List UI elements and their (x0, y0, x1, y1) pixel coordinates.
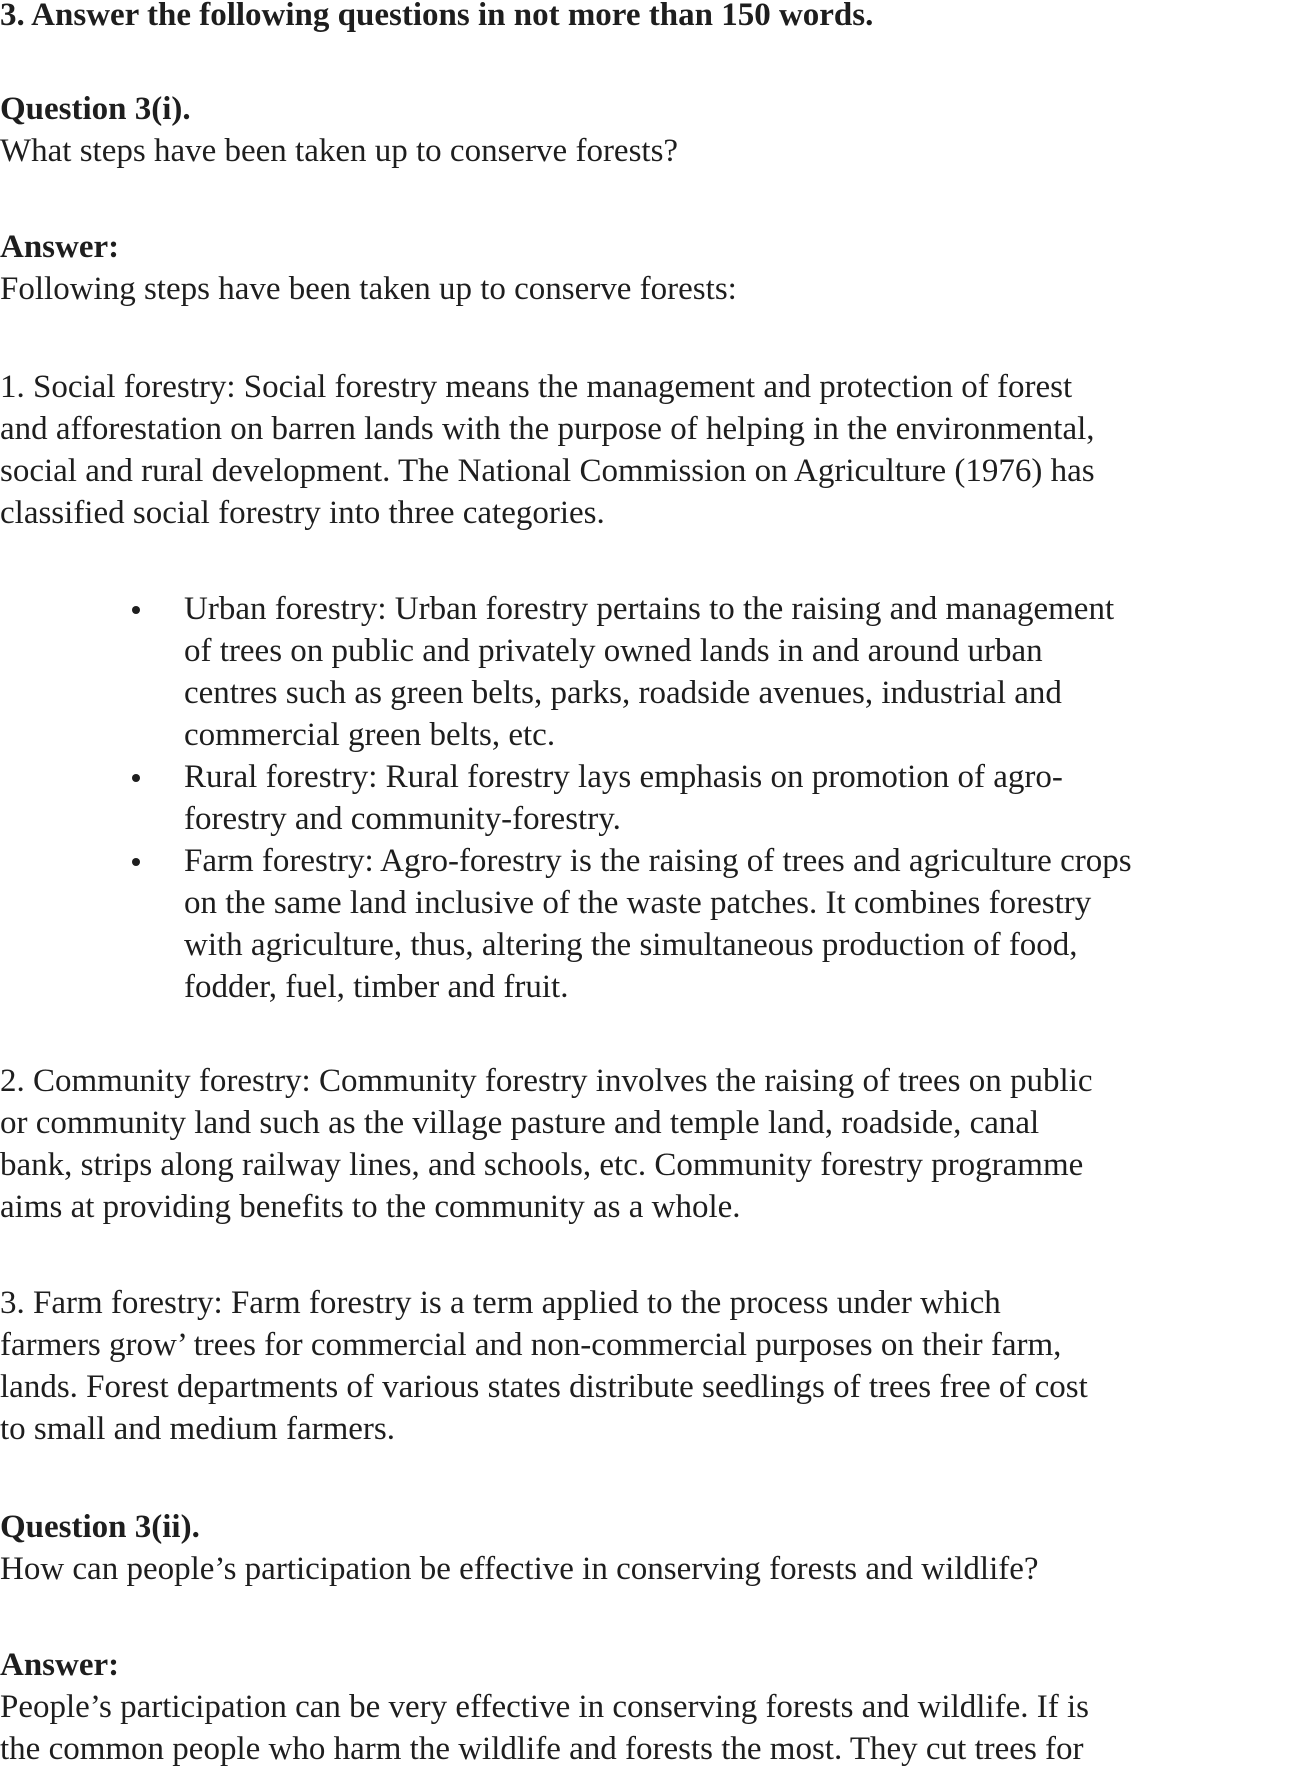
paragraph-line: and afforestation on barren lands with the purpose of helping in the environmental, (0, 411, 1095, 447)
answer-3i-label: Answer: (0, 229, 120, 265)
list-item-line: forestry and community-forestry. (184, 801, 621, 837)
answer-3ii-label: Answer: (0, 1647, 120, 1683)
paragraph-line: 2. Community forestry: Community forestry involves the raising of trees on public (0, 1063, 1093, 1099)
paragraph-line: the common people who harm the wildlife and forests the most. They cut trees for (0, 1731, 1084, 1767)
list-item-line: with agriculture, thus, altering the simultaneous production of food, (184, 927, 1078, 963)
paragraph-line: or community land such as the village pasture and temple land, roadside, canal (0, 1105, 1040, 1141)
paragraph-line: lands. Forest departments of various states distribute seedlings of trees free of cost (0, 1369, 1088, 1405)
community-forestry-paragraph (0, 1060, 1289, 1228)
paragraph-line: 3. Farm forestry: Farm forestry is a term applied to the process under which (0, 1285, 1001, 1321)
forestry-category-list (0, 588, 1289, 1008)
paragraph-line: social and rural development. The National Commission on Agriculture (1976) has (0, 453, 1095, 489)
paragraph-line: aims at providing benefits to the community as a whole. (0, 1189, 741, 1225)
paragraph-line: 1. Social forestry: Social forestry means the management and protection of forest (0, 369, 1073, 405)
question-3ii-text: How can people’s participation be effective in conserving forests and wildlife? (0, 1551, 1039, 1587)
section-heading: 3. Answer the following questions in not more than 150 words. (0, 0, 874, 33)
list-item-line: Rural forestry: Rural forestry lays emphasis on promotion of agro- (184, 759, 1063, 795)
social-forestry-paragraph (0, 366, 1289, 534)
bullet-icon (132, 774, 140, 782)
list-item-line: Farm forestry: Agro-forestry is the raising of trees and agriculture crops (184, 843, 1132, 879)
list-item-urban-forestry (0, 588, 1289, 756)
list-item-line: centres such as green belts, parks, roadside avenues, industrial and (184, 675, 1062, 711)
bullet-icon (132, 858, 140, 866)
answer-3i-intro: Following steps have been taken up to conserve forests: (0, 271, 737, 307)
paragraph-line: bank, strips along railway lines, and schools, etc. Community forestry programme (0, 1147, 1084, 1183)
farm-forestry-paragraph (0, 1282, 1289, 1450)
question-3i-label: Question 3(i). (0, 91, 191, 127)
question-3i-text: What steps have been taken up to conserve forests? (0, 133, 679, 169)
answer-3ii-paragraph (0, 1686, 1289, 1770)
question-3ii-label: Question 3(ii). (0, 1509, 200, 1545)
paragraph-line: classified social forestry into three categories. (0, 495, 605, 531)
list-item-line: on the same land inclusive of the waste patches. It combines forestry (184, 885, 1092, 921)
paragraph-line: farmers grow’ trees for commercial and non-commercial purposes on their farm, (0, 1327, 1062, 1363)
bullet-icon (132, 606, 140, 614)
list-item-rural-forestry (0, 756, 1289, 840)
list-item-line: Urban forestry: Urban forestry pertains to the raising and management (184, 591, 1115, 627)
list-item-line: of trees on public and privately owned lands in and around urban (184, 633, 1043, 669)
list-item-line: fodder, fuel, timber and fruit. (184, 969, 569, 1005)
paragraph-line: People’s participation can be very effective in conserving forests and wildlife. If is (0, 1689, 1089, 1725)
paragraph-line: to small and medium farmers. (0, 1411, 395, 1447)
list-item-line: commercial green belts, etc. (184, 717, 556, 753)
list-item-farm-forestry (0, 840, 1289, 1008)
